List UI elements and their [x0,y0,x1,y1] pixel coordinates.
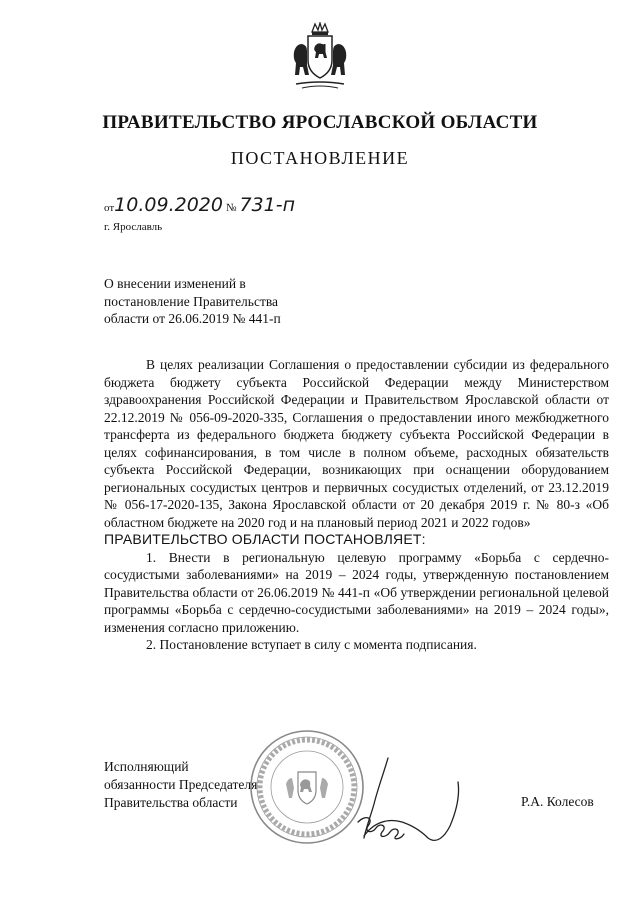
document-body [104,356,609,654]
document-subject [104,275,281,328]
document-type: ПОСТАНОВЛЕНИЕ [230,148,410,168]
item-2: 2. Постановление вступает в силу с момента подписания. [146,637,477,652]
coat-of-arms-icon [288,22,352,90]
subject-line: О внесении изменений в [104,276,246,291]
handwritten-signature-icon [318,752,468,847]
from-label: от [104,202,115,214]
subject-line: постановление Правительства [104,293,279,309]
subject-line: области от 26.06.2019 № 441-п [104,311,281,326]
signatory-name: Р.А. Колесов [521,794,594,809]
registration-line [104,194,295,216]
item-1: 1. Внести в региональную целевую программу «Борьба с сердечно-сосудистыми заболеваниями» на 2019 – 2024 годы, утвержденную постановлением Правительства области от 26.06.2019 № 441-п «Об утверждении региональной целевой программы «Борьба с сердечно-сосудистыми заболеваниями» на 2019 – 2024 годы», изменения согласно приложению. [104,549,609,635]
document-number: 731-п [239,194,296,216]
signatory-position [104,758,257,812]
position-line: Правительства области [104,795,238,810]
document-place: г. Ярославль [104,221,163,233]
number-label: № [225,202,237,214]
position-line: Исполняющий [104,759,189,774]
government-title: ПРАВИТЕЛЬСТВО ЯРОСЛАВСКОЙ ОБЛАСТИ [102,112,538,133]
position-line: обязанности Председателя [104,777,258,792]
preamble-paragraph: В целях реализации Соглашения о предоставлении субсидии из федерального бюджета бюджету субъекта Российской Федерации между Министерством здравоохранения Российской Федерации и Правительством Ярославской области от 22.12.2019 № 056-09-2020-335, Соглашения о предоставлении иного межбюджетного трансферта из федерального бюджета бюджету субъекта Российской Федерации в целях софинансирования, в том числе в полном объеме, расходных обязательств субъекта Российской Федерации, возникающих при оснащении оборудованием региональных сосудистых центров и первичных сосудистых отделений, от 23.12.2019 № 056-17-2020-135, Закона Ярославской области от 20 декабря 2019 г. № 80-з «Об областном бюджете на 2020 год и на плановый период 2021 и 2022 годов» [104,357,609,530]
document-date: 10.09.2020 [114,194,223,216]
resolves-line: ПРАВИТЕЛЬСТВО ОБЛАСТИ ПОСТАНОВЛЯЕТ: [104,531,426,547]
